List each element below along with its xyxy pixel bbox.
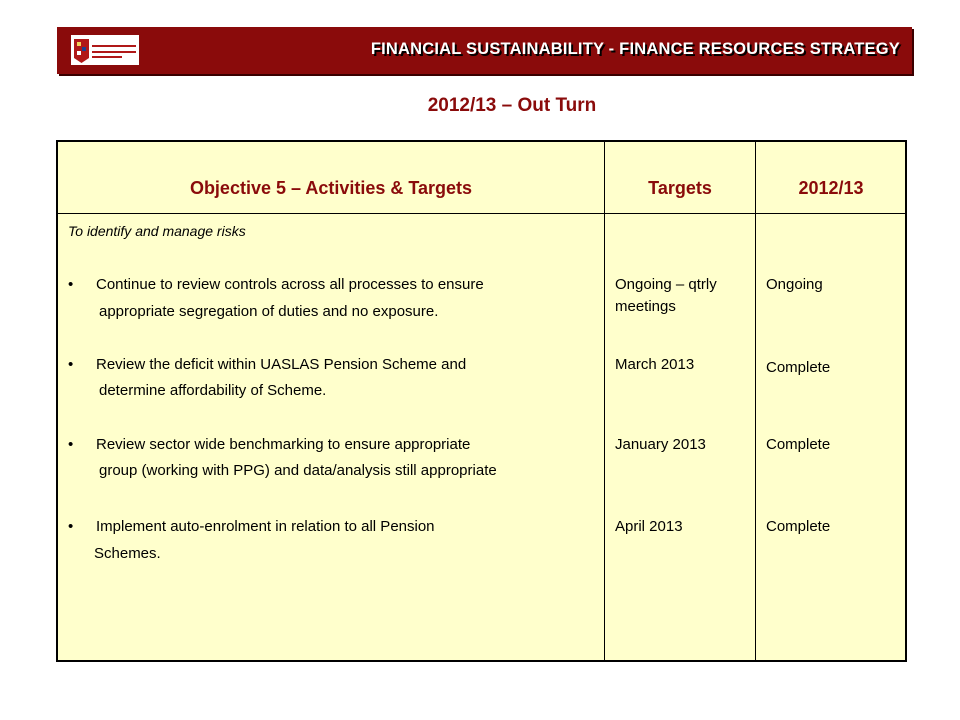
activity-line: Review sector wide benchmarking to ensure appropriate xyxy=(96,436,471,453)
activity-line: determine affordability of Scheme. xyxy=(99,382,327,399)
bullet-icon: • xyxy=(68,276,74,293)
header-banner xyxy=(57,27,912,74)
header-year: 2012/13 xyxy=(798,178,864,198)
page-subtitle xyxy=(0,95,960,117)
activity-line: Review the deficit within UASLAS Pension Scheme and xyxy=(96,356,467,373)
subtitle-text: 2012/13 – Out Turn xyxy=(427,95,597,116)
status-text: Complete xyxy=(766,359,831,376)
target-text: meetings xyxy=(615,298,676,315)
activity-line: group (working with PPG) and data/analysis still appropriate xyxy=(99,462,497,479)
bullet-icon: • xyxy=(68,356,74,373)
header-objective: Objective 5 – Activities & Targets xyxy=(189,178,473,198)
university-logo xyxy=(71,35,139,65)
column-divider xyxy=(604,142,605,660)
header-divider xyxy=(58,213,905,214)
objective-table xyxy=(56,140,907,662)
status-text: Ongoing xyxy=(766,276,823,293)
bullet-icon: • xyxy=(68,436,74,453)
target-text: January 2013 xyxy=(615,436,706,453)
crest-icon xyxy=(71,35,139,65)
activity-line: appropriate segregation of duties and no exposure. xyxy=(99,303,439,320)
target-text: April 2013 xyxy=(615,518,683,535)
activity-line: Continue to review controls across all processes to ensure xyxy=(96,276,484,293)
banner-title: FINANCIAL SUSTAINABILITY - FINANCE RESOURCES STRATEGY xyxy=(370,40,900,58)
activity-line: Implement auto-enrolment in relation to all Pension xyxy=(96,518,435,535)
header-targets: Targets xyxy=(648,178,712,198)
activity-line: Schemes. xyxy=(94,545,161,562)
bullet-icon: • xyxy=(68,518,74,535)
target-text: Ongoing – qtrly xyxy=(615,276,717,293)
intro-text: To identify and manage risks xyxy=(68,223,246,239)
target-text: March 2013 xyxy=(615,356,695,373)
status-text: Complete xyxy=(766,518,831,535)
status-text: Complete xyxy=(766,436,831,453)
column-divider xyxy=(755,142,756,660)
